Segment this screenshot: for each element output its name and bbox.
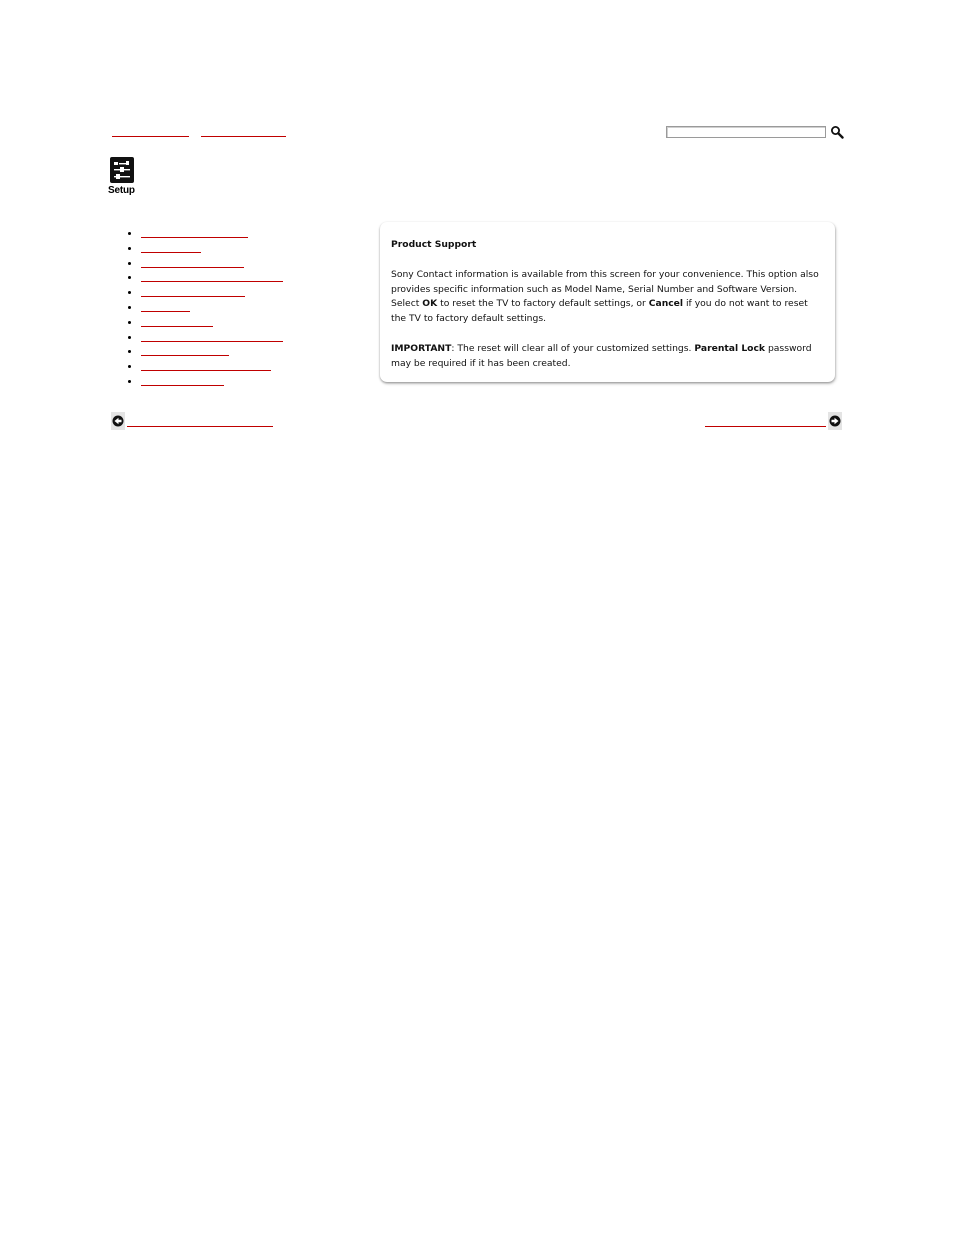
next-button[interactable] bbox=[828, 412, 842, 430]
list-item bbox=[141, 270, 283, 285]
list-item bbox=[141, 315, 283, 330]
card-paragraph-2 bbox=[391, 297, 825, 327]
list-item bbox=[141, 285, 283, 300]
list-item bbox=[141, 374, 283, 389]
list-item bbox=[141, 226, 283, 241]
topic-list bbox=[116, 226, 283, 389]
topic-link-11[interactable] bbox=[141, 376, 224, 386]
top-link-2[interactable] bbox=[201, 124, 286, 137]
topic-link-10[interactable] bbox=[141, 361, 271, 371]
list-item bbox=[141, 300, 283, 315]
card-title: Product Support bbox=[391, 239, 477, 250]
parental-lock-term: Parental Lock bbox=[694, 342, 766, 354]
arrow-left-icon bbox=[111, 412, 125, 430]
text-segment: : The reset will clear all of your customized settings. bbox=[451, 342, 695, 354]
text-segment: to reset the TV to factory default settings, or bbox=[437, 298, 649, 310]
arrow-right-icon bbox=[828, 412, 842, 430]
topic-link-9[interactable] bbox=[141, 346, 229, 356]
card-paragraph-1: Sony Contact information is available from this screen for your convenience. This option also provides specific information such as Model Name, Serial Number and Software Version. bbox=[391, 268, 819, 295]
text-segment: if you do not want to reset the TV to factory default settings. bbox=[391, 298, 808, 325]
topic-link-2[interactable] bbox=[141, 243, 201, 253]
card-important-note bbox=[391, 342, 825, 372]
cancel-term: Cancel bbox=[648, 298, 684, 310]
top-link-1[interactable] bbox=[112, 124, 189, 137]
prev-button[interactable] bbox=[111, 412, 125, 430]
next-link[interactable] bbox=[705, 415, 826, 427]
important-label: IMPORTANT bbox=[391, 342, 452, 354]
text-segment: password may be required if it has been created. bbox=[391, 342, 812, 369]
list-item bbox=[141, 344, 283, 359]
list-item bbox=[141, 256, 283, 271]
topic-link-7[interactable] bbox=[141, 317, 213, 327]
ok-term: OK bbox=[422, 298, 438, 310]
topic-link-8[interactable] bbox=[141, 332, 283, 342]
magnifier-icon bbox=[830, 125, 844, 139]
topic-link-5[interactable] bbox=[141, 287, 245, 297]
topic-link-4[interactable] bbox=[141, 272, 283, 282]
prev-link[interactable] bbox=[127, 415, 273, 427]
search-input[interactable] bbox=[666, 126, 826, 138]
text-segment: Select bbox=[391, 298, 423, 310]
search-button[interactable] bbox=[830, 124, 844, 138]
topic-link-1[interactable] bbox=[141, 228, 248, 238]
list-item bbox=[141, 241, 283, 256]
section-label: Setup bbox=[108, 185, 135, 196]
list-item bbox=[141, 330, 283, 345]
topic-link-3[interactable] bbox=[141, 258, 244, 268]
content-card bbox=[380, 222, 835, 382]
list-item bbox=[141, 359, 283, 374]
topic-link-6[interactable] bbox=[141, 302, 190, 312]
